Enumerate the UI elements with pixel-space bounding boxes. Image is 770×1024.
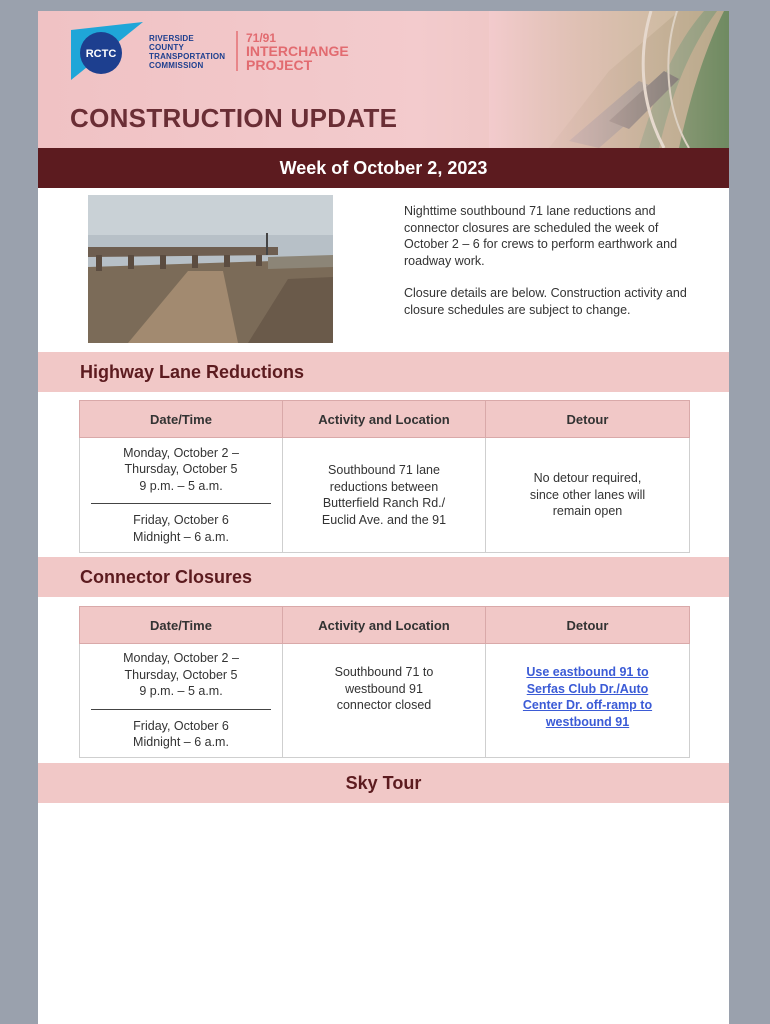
date-separator xyxy=(91,709,271,710)
detour-link[interactable]: Use eastbound 91 to Serfas Club Dr./Auto Center Dr. off-ramp to westbound 91 xyxy=(522,665,653,729)
logo-abbr: RCTC xyxy=(85,48,117,60)
table-header-row xyxy=(80,401,690,438)
column-header: Activity and Location xyxy=(283,401,486,438)
date-separator xyxy=(91,503,271,504)
column-header: Date/Time xyxy=(80,607,283,644)
activity-cell: Southbound 71 to westbound 91 connector closed xyxy=(283,644,486,758)
table-header-row xyxy=(80,607,690,644)
column-header: Detour xyxy=(486,401,690,438)
construction-site-photo xyxy=(88,195,333,343)
project-name: INTERCHANGE PROJECT xyxy=(246,43,349,73)
page-title: CONSTRUCTION UPDATE xyxy=(70,103,398,133)
project-number: 71/91 xyxy=(246,31,277,45)
connector-closures-table xyxy=(79,606,690,758)
interchange-aerial-photo xyxy=(489,11,729,148)
week-heading: Week of October 2, 2023 xyxy=(38,148,729,188)
table-row xyxy=(80,438,690,553)
lane-reductions-table xyxy=(79,400,690,553)
newsletter-page xyxy=(38,11,729,1024)
header-banner xyxy=(38,11,729,148)
detour-cell xyxy=(486,644,690,758)
date-time-cell: Monday, October 2 – Thursday, October 5 9 p.m. – 5 a.m. Friday, October 6 Midnight – 6 a.m. xyxy=(80,438,283,553)
column-header: Activity and Location xyxy=(283,607,486,644)
section-heading-connector-closures: Connector Closures xyxy=(38,557,729,597)
column-header: Detour xyxy=(486,607,690,644)
table-row xyxy=(80,644,690,758)
date-time-cell: Monday, October 2 – Thursday, October 5 9 p.m. – 5 a.m. Friday, October 6 Midnight – 6 a.m. xyxy=(80,644,283,758)
intro-paragraph: Closure details are below. Construction activity and closure schedules are subject to change. xyxy=(404,286,687,317)
section-heading-lane-reductions: Highway Lane Reductions xyxy=(38,352,729,392)
intro-text xyxy=(404,203,694,334)
logo-divider xyxy=(236,31,238,71)
activity-cell: Southbound 71 lane reductions between Butterfield Ranch Rd./ Euclid Ave. and the 91 xyxy=(283,438,486,553)
column-header: Date/Time xyxy=(80,401,283,438)
section-heading-sky-tour: Sky Tour xyxy=(38,763,729,803)
detour-cell: No detour required, since other lanes will remain open xyxy=(486,438,690,553)
org-name: RIVERSIDE COUNTY TRANSPORTATION COMMISSION xyxy=(149,34,226,70)
rctc-logo xyxy=(71,22,143,80)
intro-paragraph: Nighttime southbound 71 lane reductions and connector closures are scheduled the week of October 2 – 6 for crews to perform earthwork and roadway work. xyxy=(404,204,678,268)
